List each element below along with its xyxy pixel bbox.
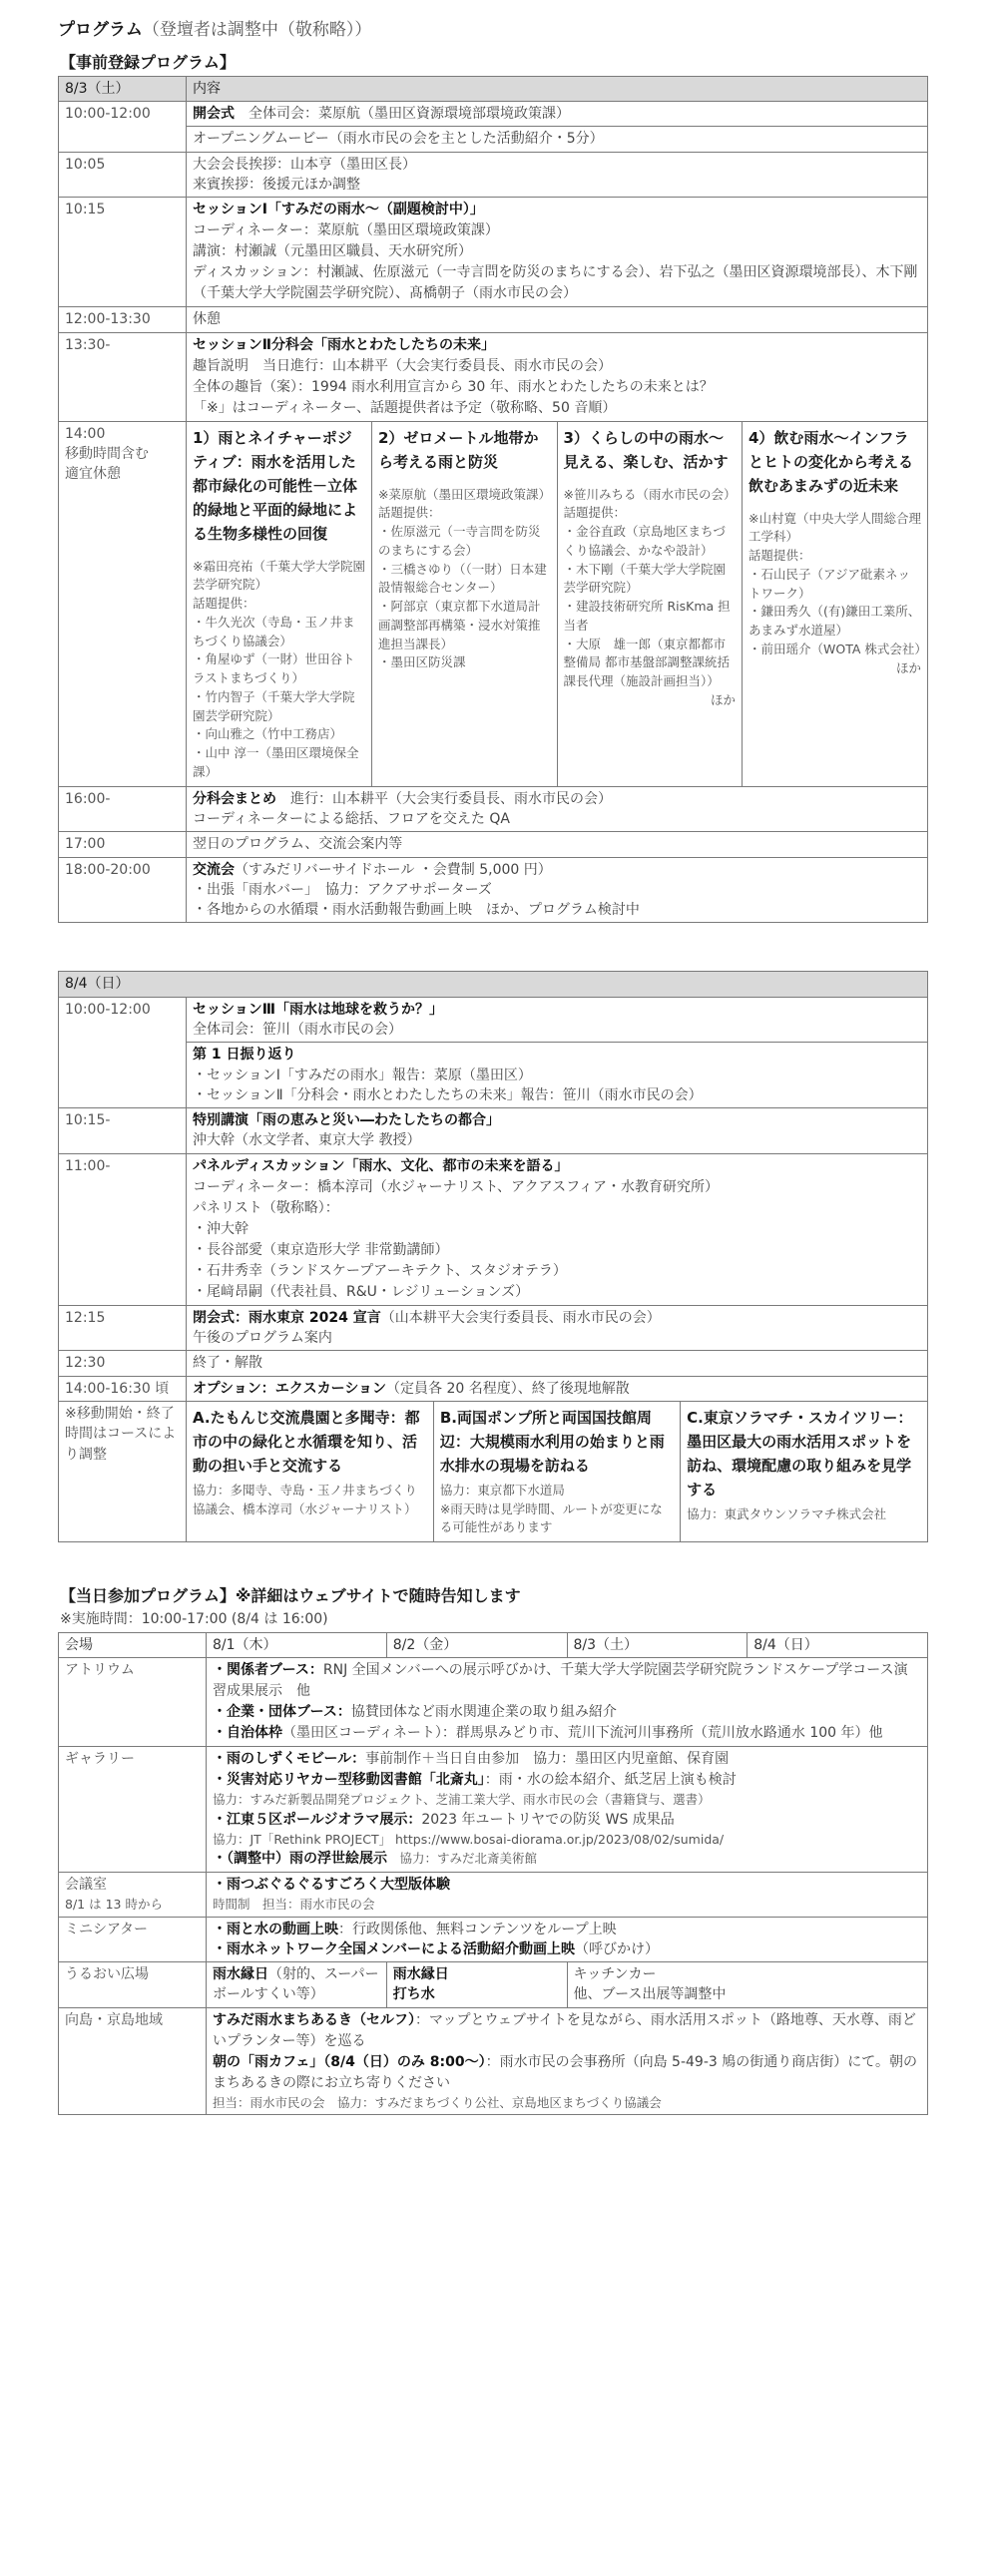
venue-meeting-room: 会議室 <box>65 1877 107 1894</box>
venue-plaza: うるおい広場 <box>59 1962 207 2008</box>
note-line: ・佐原滋元（一寺言問を防災のまちにする会） <box>378 524 541 558</box>
session-2-title: セッションⅡ分科会「雨水とわたしたちの未来」 <box>193 336 495 353</box>
time-cell: 10:15 <box>59 198 187 307</box>
row-line: ・セッションⅠ「すみだの雨水」報告：菜原（墨田区） <box>193 1067 532 1083</box>
header-day: 8/3（土） <box>567 1632 748 1657</box>
note-line: ※山村寛（中央大学人間総合理工学科） <box>748 510 921 545</box>
item-note: 時間制 担当：雨水市民の会 <box>213 1896 375 1912</box>
row-line: 大会会長挨拶：山本亨（墨田区長） <box>193 156 416 173</box>
time-cell: 11:00- <box>59 1153 187 1305</box>
item-bold: ・（調整中）雨の浮世絵展示 <box>213 1851 387 1868</box>
table-row <box>59 1917 928 1962</box>
table-row <box>59 1401 928 1541</box>
item-note: 協力：すみだ新製品開発プロジェクト、芝浦工業大学、雨水市民の会（書籍貸与、選書） <box>213 1791 711 1807</box>
venue-gallery: ギャラリー <box>59 1746 207 1873</box>
time-cell: 13:30- <box>59 332 187 421</box>
table-row <box>59 332 928 421</box>
row-line: 午後のプログラム案内 <box>193 1330 332 1347</box>
table-row <box>59 2007 928 2115</box>
table-row <box>59 832 928 857</box>
item-bold: ・江東５区ポールジオラマ展示： <box>213 1811 422 1828</box>
row-text: 翌日のプログラム、交流会案内等 <box>187 832 928 857</box>
row-line: 来賓挨拶：後援元ほか調整 <box>193 177 360 194</box>
time-cell: 10:00-12:00 <box>59 997 187 1107</box>
note-line: ・牛久光次（寺島・玉ノ井まちづくり協議会） <box>193 614 355 648</box>
opening-ceremony-label: 開会式 <box>193 106 235 123</box>
header-content: 内容 <box>187 76 928 101</box>
note-line: ・建設技術研究所 RisKma 担当者 <box>563 599 731 633</box>
time-cell: 18:00-20:00 <box>59 857 187 923</box>
table-row <box>59 1043 928 1108</box>
note-line: ・向山雅之（竹中工務店） <box>193 726 343 742</box>
row-line: 全体司会：笹川（雨水市民の会） <box>193 1021 402 1038</box>
opening-movie: オープニングムービー（雨水市民の会を主とした活動紹介・5分） <box>187 127 928 152</box>
page-subtitle: （登壇者は調整中（敬称略）） <box>142 20 372 40</box>
daily-time-note: ※実施時間：10:00-17:00 (8/4 は 16:00) <box>60 1611 328 1628</box>
breakout-sessions <box>187 422 927 786</box>
note-line: ・鎌田秀久（(有)鎌田工業所、あまみず水道屋） <box>748 604 921 639</box>
row-line: ディスカッション：村瀬誠、佐原滋元（一寺言問を防災のまちにする会）、岩下弘之（墨田区資源環境部長）、木下剛（千葉大学大学院園芸学研究院）、髙橋朝子（雨水市民の会） <box>193 264 918 302</box>
item-text: （呼びかけ） <box>575 1940 660 1957</box>
item-text: 協力：すみだ北斎美術館 <box>387 1851 538 1867</box>
header-day: 8/4（日） <box>748 1632 928 1657</box>
header-day: 8/2（金） <box>386 1632 567 1657</box>
item-text: 2023 年ユートリヤでの防災 WS 成果品 <box>421 1811 675 1828</box>
table-row <box>59 1351 928 1376</box>
note-line: 話題提供： <box>563 505 627 521</box>
day1-schedule-table <box>58 76 928 924</box>
table-row <box>59 198 928 307</box>
item-bold: ・雨のしずくモビール： <box>213 1750 366 1767</box>
item-note: 協力：JT「Rethink PROJECT」 https://www.bosai-diorama.or.jp/2023/08/02/sumida/ <box>213 1831 725 1847</box>
item-text: （射的、スーパーボールすくい等） <box>213 1966 379 2003</box>
special-lecture-title: 特別講演「雨の恵みと災い―わたしたちの都合」 <box>193 1112 500 1129</box>
note-line: ※霜田亮祐（千葉大学大学院園芸学研究院） <box>193 558 365 593</box>
note-line: ・三橋さゆり（（一財）日本建設情報総合センター） <box>378 561 547 596</box>
note-line: ・木下剛（千葉大学大学院園芸学研究院） <box>563 561 727 596</box>
item-bold: ・雨水ネットワーク全国メンバーによる活動紹介動画上映 <box>213 1940 576 1957</box>
break-text: 休憩 <box>187 307 928 332</box>
panel-title: パネルディスカッション「雨水、文化、都市の未来を語る」 <box>193 1157 569 1174</box>
note-line: ・前田瑶介（WOTA 株式会社） <box>748 641 927 656</box>
breakout-3-title: 3）くらしの中の雨水～見える、楽しむ、活かす <box>563 428 729 471</box>
course-b-title: B.両国ポンプ所と両国国技館周辺：大規模雨水利用の始まりと雨水排水の現場を訪ねる <box>439 1408 665 1475</box>
page-title: プログラム <box>58 20 143 40</box>
table-row <box>59 786 928 832</box>
item-text: ：雨水市民の会事務所（向島 5-49-3 鳩の街通り商店街）にて。朝のまちあるきの際にお立ち寄りください <box>213 2053 917 2091</box>
item-bold: ・雨つぶぐるぐるすごろく大型版体験 <box>213 1877 450 1894</box>
table-row <box>59 1108 928 1154</box>
time-cell: 12:30 <box>59 1351 187 1376</box>
note-line: ※菜原航（墨田区環境政策課） <box>378 486 551 502</box>
time-cell: 14:00-16:30 頃 <box>59 1376 187 1401</box>
row-line: ・長谷部愛（東京造形大学 非常勤講師） <box>193 1241 449 1258</box>
course-a-title: A.たもんじ交流農園と多聞寺：都市の中の緑化と水循環を知り、活動の担い手と交流する <box>193 1408 420 1475</box>
row-line: ・セッションⅡ「分科会・雨水とわたしたちの未来」報告：笹川（雨水市民の会） <box>193 1086 703 1103</box>
row-line: コーディネーターによる総括、フロアを交えた QA <box>193 810 510 827</box>
table-header-row <box>59 1632 928 1657</box>
row-line: 沖大幹（水文学者、東京大学 教授） <box>193 1132 421 1149</box>
item-text: ：マップとウェブサイトを見ながら、雨水活用スポット（路地尊、天水尊、雨どいプランター等）を巡る <box>213 2011 916 2049</box>
item-bold: ・関係者ブース： <box>213 1661 323 1678</box>
course-c-title: C.東京ソラマチ・スカイツリー：墨田区最大の雨水活用スポットを訪ね、環境配慮の取り組みを見学する <box>687 1408 913 1499</box>
venue-note: 8/1 は 13 時から <box>65 1896 163 1912</box>
row-text: （山本耕平大会実行委員長、雨水市民の会） <box>380 1309 661 1326</box>
table-row <box>59 307 928 332</box>
venue-mini-theater: ミニシアター <box>59 1917 207 1962</box>
day2-schedule-table <box>58 971 928 1542</box>
note-line: 話題提供： <box>748 548 811 564</box>
note-line: ・大原 雄一郎（東京都都市整備局 都市基盤部調整課統括課長代理（施設計画担当）） <box>563 636 730 689</box>
row-text: （定員各 20 名程度）、終了後現地解散 <box>386 1380 630 1397</box>
summary-label: 分科会まとめ <box>193 790 276 807</box>
header-date: 8/3（土） <box>59 76 187 101</box>
row-line: ・各地からの水循環・雨水活動報告動画上映 ほか、プログラム検討中 <box>193 902 640 919</box>
table-header-row <box>59 76 928 101</box>
breakout-2-title: 2）ゼロメートル地帯から考える雨と防災 <box>378 428 539 471</box>
breakout-1-title: 1）雨とネイチャーポジティブ：雨水を活用した都市緑化の可能性－立体的緑地と平面的緑地による生物多様性の回復 <box>193 428 358 543</box>
venue-atrium: アトリウム <box>59 1657 207 1746</box>
table-row <box>59 1873 928 1917</box>
item-bold: ・災害対応リヤカー型移動図書館「北斎丸」 <box>213 1771 485 1788</box>
item-text: ：行政関係他、無料コンテンツをループ上映 <box>338 1921 617 1937</box>
row-text: （すみだリバーサイドホール ・会費制 5,000 円） <box>235 861 552 878</box>
note-line: ・墨田区防災課 <box>378 654 466 670</box>
item-bold: すみだ雨水まちあるき（セルフ） <box>213 2011 415 2028</box>
note-tail: ほか <box>895 659 921 675</box>
row-line: ・石井秀幸（ランドスケープアーキテクト、スタジオテラ） <box>193 1262 567 1279</box>
item-bold: 打ち水 <box>392 1986 435 2003</box>
table-row <box>59 127 928 152</box>
pre-registration-title: 【事前登録プログラム】 <box>60 52 236 72</box>
day1-review-title: 第 1 日振り返り <box>193 1047 296 1064</box>
header-venue: 会場 <box>59 1632 207 1657</box>
table-row <box>59 102 928 127</box>
time-cell: ※移動開始・終了時間はコースにより調整 <box>59 1401 187 1541</box>
row-text: 進行：山本耕平（大会実行委員長、雨水市民の会） <box>276 790 612 807</box>
note-line: ※笹川みちる（雨水市民の会） <box>563 486 737 502</box>
daily-program-table <box>58 1632 928 2116</box>
item-bold: 朝の「雨カフェ」（8/4（日）のみ 8:00～） <box>213 2053 486 2070</box>
row-line: ・出張「雨水バー」 協力：アクアサポーターズ <box>193 881 492 898</box>
breakout-4-title: 4）飲む雨水～インフラとヒトの変化から考える飲むあまみずの近未来 <box>748 428 914 495</box>
row-line: コーディネーター：菜原航（墨田区環境政策課） <box>193 222 499 239</box>
time-cell: 10:05 <box>59 152 187 198</box>
item-bold: 雨水縁日 <box>213 1966 268 1983</box>
time-cell: 14:00 移動時間含む 適宜休憩 <box>59 421 187 786</box>
row-line: コーディネーター：橋本淳司（水ジャーナリスト、アクアスフィア・水教育研究所） <box>193 1178 719 1195</box>
note-line: 協力：多聞寺、寺島・玉ノ井まちづくり協議会、橋本淳司（水ジャーナリスト） <box>193 1482 417 1516</box>
daily-section-title: 【当日参加プログラム】※詳細はウェブサイトで随時告知します <box>60 1586 521 1606</box>
item-bold: ・自治体枠 <box>213 1724 282 1741</box>
venue-area: 向島・京島地域 <box>59 2007 207 2115</box>
row-line: 「※」はコーディネーター、話題提供者は予定（敬称略、50 音順） <box>193 399 617 416</box>
note-line: ・石山民子（アジア砒素ネットワーク） <box>748 566 911 601</box>
table-row <box>59 1962 928 2008</box>
item-bold: ・企業・団体ブース： <box>213 1703 351 1720</box>
session-3-title: セッションⅢ「雨水は地球を救うか？」 <box>193 1001 443 1018</box>
table-row <box>59 152 928 198</box>
time-cell: 12:15 <box>59 1305 187 1351</box>
note-line: ・角屋ゆず（一財）世田谷トラストまちづくり） <box>193 651 355 686</box>
excursion-courses <box>187 1402 927 1541</box>
row-line: パネリスト（敬称略）： <box>193 1199 339 1216</box>
table-header-row <box>59 972 928 997</box>
note-line: 協力：東京都下水道局 <box>439 1482 565 1498</box>
row-line: ・尾﨑昂嗣（代表社員、R&U・レジリューションズ） <box>193 1283 530 1300</box>
table-row <box>59 997 928 1043</box>
item-text: 他、ブース出展等調整中 <box>573 1986 727 2003</box>
item-text: 協賛団体など雨水関連企業の取り組み紹介 <box>350 1703 617 1720</box>
note-line: 話題提供： <box>378 505 441 521</box>
note-tail: ほか <box>710 691 736 707</box>
item-text: キッチンカー <box>573 1966 657 1983</box>
table-row <box>59 1657 928 1746</box>
note-line: 話題提供： <box>193 596 255 612</box>
item-bold: ・雨と水の動画上映 <box>213 1921 338 1937</box>
item-note: 担当：雨水市民の会 協力：すみだまちづくり公社、京島地区まちづくり協議会 <box>213 2094 662 2110</box>
item-text: RNJ 全国メンバーへの展示呼びかけ、千葉大学大学院園芸学研究院ランドスケープ学コース演習成果展示 他 <box>213 1661 908 1699</box>
item-text: （墨田区コーディネート）：群馬県みどり市、荒川下流河川事務所（荒川放水路通水 100 年）他 <box>282 1724 883 1741</box>
time-cell: 10:15- <box>59 1108 187 1154</box>
row-text: 終了・解散 <box>187 1351 928 1376</box>
header-date: 8/4（日） <box>59 972 928 997</box>
item-text: ：雨・水の絵本紹介、紙芝居上演も検討 <box>484 1771 737 1788</box>
time-cell: 17:00 <box>59 832 187 857</box>
table-row <box>59 421 928 786</box>
reception-label: 交流会 <box>193 861 235 878</box>
closing-ceremony-label: 閉会式：雨水東京 2024 宣言 <box>193 1309 381 1326</box>
note-line: ・金谷直政（京島地区まちづくり協議会、かなや設計） <box>563 524 726 558</box>
table-row <box>59 857 928 923</box>
note-line: ・阿部京（東京都下水道局計画調整部再構築・浸水対策推進担当課長） <box>378 599 541 651</box>
page-heading <box>58 18 928 43</box>
row-line: 趣旨説明 当日進行：山本耕平（大会実行委員長、雨水市民の会） <box>193 357 612 374</box>
time-cell: 16:00- <box>59 786 187 832</box>
excursion-label: オプション：エクスカーション <box>193 1380 387 1397</box>
table-row <box>59 1376 928 1401</box>
note-line: ・山中 淳一（墨田区環境保全課） <box>193 745 359 779</box>
row-line: ・沖大幹 <box>193 1220 249 1237</box>
session-1-title: セッションⅠ「すみだの雨水～（副題検討中）」 <box>193 202 484 218</box>
row-text: 全体司会：菜原航（墨田区資源環境部環境政策課） <box>235 106 570 123</box>
table-row <box>59 1153 928 1305</box>
note-line: ・竹内智子（千葉大学大学院園芸学研究院） <box>193 688 355 723</box>
note-line: ※雨天時は見学時間、ルートが変更になる可能性があります <box>439 1501 663 1535</box>
row-line: 全体の趣旨（案）：1994 雨水利用宣言から 30 年、雨水とわたしたちの未来とは？ <box>193 378 714 395</box>
table-row <box>59 1305 928 1351</box>
item-bold: 雨水縁日 <box>392 1966 449 1983</box>
item-text: 事前制作＋当日自由参加 協力：墨田区内児童館、保育園 <box>365 1750 730 1767</box>
time-cell: 12:00-13:30 <box>59 307 187 332</box>
table-row <box>59 1746 928 1873</box>
note-line: 協力：東武タウンソラマチ株式会社 <box>687 1505 887 1521</box>
row-line: 講演：村瀬誠（元墨田区職員、天水研究所） <box>193 243 472 260</box>
header-day: 8/1（木） <box>207 1632 387 1657</box>
time-cell: 10:00-12:00 <box>59 102 187 153</box>
